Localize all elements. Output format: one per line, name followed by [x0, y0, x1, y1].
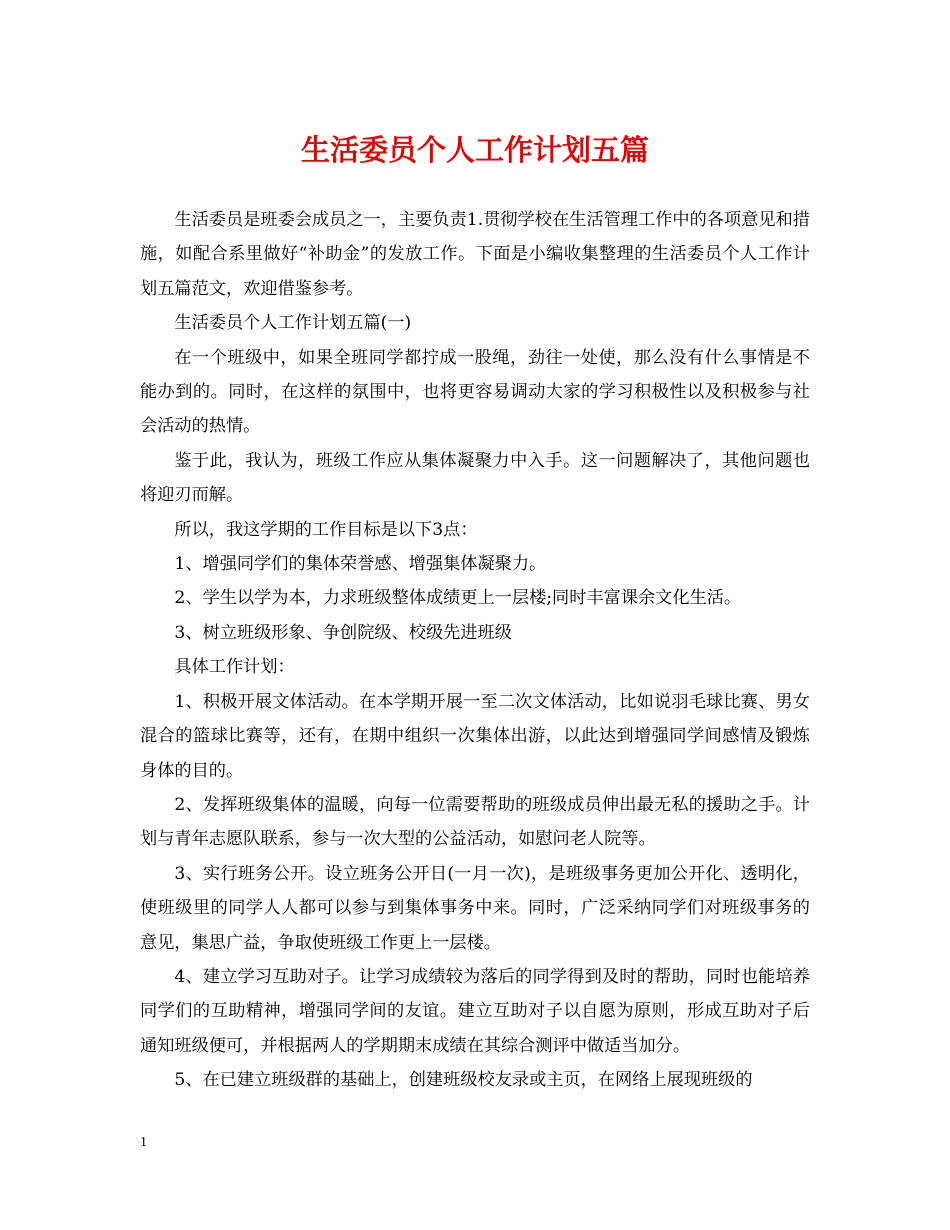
document-title: 生活委员个人工作计划五篇 — [300, 133, 649, 167]
paragraph: 在一个班级中，如果全班同学都拧成一股绳，劲往一处使，那么没有什么事情是不能办到的。同时，在这样的氛围中，也将更容易调动大家的学习积极性以及积极参与社会活动的热情。 — [140, 347, 810, 437]
plan-item: 1、积极开展文体活动。在本学期开展一至二次文体活动，比如说羽毛球比赛、男女混合的篮球比赛等，还有，在期中组织一次集体出游，以此达到增强同学间感情及锻炼身体的目的。 — [140, 691, 810, 781]
plan-item: 2、发挥班级集体的温暖，向每一位需要帮助的班级成员伸出最无私的援助之手。计划与青年志愿队联系，参与一次大型的公益活动，如慰问老人院等。 — [140, 794, 810, 850]
subheading: 具体工作计划： — [174, 657, 295, 678]
goal-item: 3、树立班级形象、争创院级、校级先进班级 — [174, 622, 512, 643]
paragraph-intro: 生活委员是班委会成员之一，主要负责1.贯彻学校在生活管理工作中的各项意见和措施，如配合系里做好“补助金”的发放工作。下面是小编收集整理的生活委员个人工作计划五篇范文，欢迎借鉴参考。 — [140, 210, 810, 299]
page-number: 1 — [140, 1135, 147, 1150]
goal-item: 2、学生以学为本，力求班级整体成绩更上一层楼;同时丰富课余文化生活。 — [174, 588, 742, 609]
document-body — [140, 203, 810, 1098]
plan-item: 5、在已建立班级群的基础上，创建班级校友录或主页，在网络上展现班级的 — [174, 1070, 753, 1091]
plan-item: 4、建立学习互助对子。让学习成绩较为落后的同学得到及时的帮助，同时也能培养同学们的互助精神，增强同学间的友谊。建立互助对子以自愿为原则，形成互助对子后通知班级便可，并根据两人的学期期末成绩在其综合测评中做适当加分。 — [140, 966, 810, 1056]
plan-item: 3、实行班务公开。设立班务公开日(一月一次)，是班级事务更加公开化、透明化，使班级里的同学人人都可以参与到集体事务中来。同时，广泛采纳同学们对班级事务的意见，集思广益，争取使班级工作更上一层楼。 — [140, 863, 810, 953]
section-heading: 生活委员个人工作计划五篇(一) — [174, 313, 412, 334]
goal-item: 1、增强同学们的集体荣誉感、增强集体凝聚力。 — [174, 554, 547, 575]
paragraph: 鉴于此，我认为，班级工作应从集体凝聚力中入手。这一问题解决了，其他问题也将迎刃而解。 — [140, 450, 810, 506]
paragraph: 所以，我这学期的工作目标是以下3点： — [174, 519, 478, 540]
